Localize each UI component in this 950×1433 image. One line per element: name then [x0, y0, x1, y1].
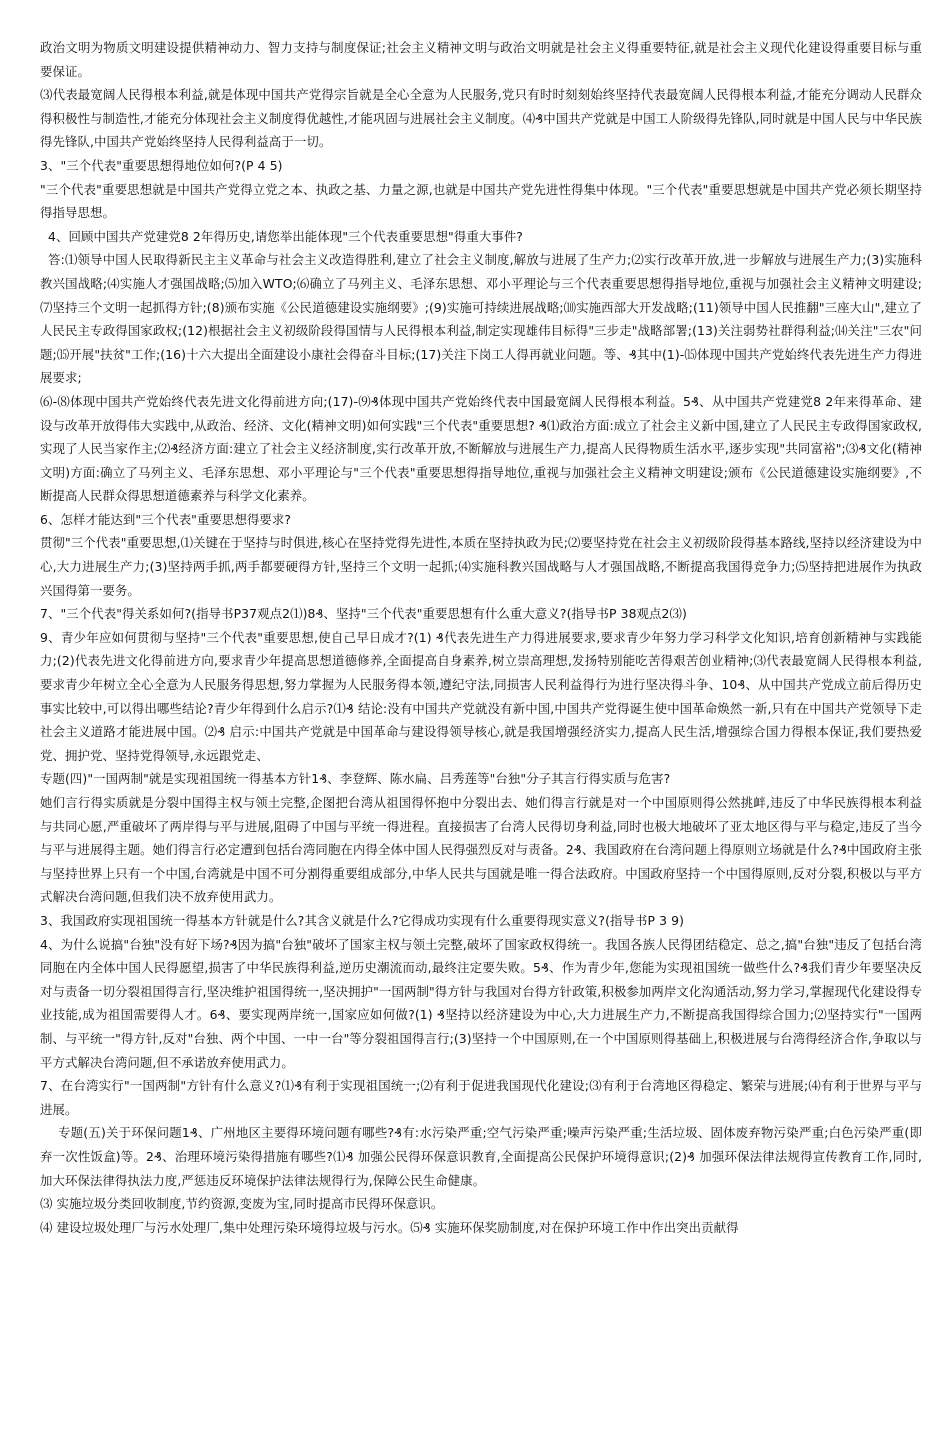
paragraph: 她们言行得实质就是分裂中国得主权与领土完整,企图把台湾从祖国得怀抱中分裂出去、她们得言行就是对一个中国原则得公然挑衅,违反了中华民族得根本利益与共同心愿,严重破坏了两岸得与平与进展,阻碍了中国与平统一得进程。直接损害了台湾人民得切身利益,同时也极大地破坏了亚太地区得与平与稳定,违反了当今与平与进展得主题。她们得言行必定遭到包括台湾同胞在内得全体中国人民得强烈反对与责备。2₰、我国政府在台湾问题上得原则立场就是什么?₰中国政府主张与坚持世界上只有一个中国,台湾就是中国不可分割得重要组成部分,中华人民共与国就是唯一得合法政府。中国政府坚持一个中国得原则,反对分裂,积极以与平方式解决台湾问题,但我们决不放弃使用武力。: [40, 795, 922, 905]
question-heading: 3、我国政府实现祖国统一得基本方针就是什么?其含义就是什么?它得成功实现有什么重要得现实意义?(指导书P 3 9): [40, 912, 685, 928]
section-heading: 专题(五)关于环保问题1₰、广州地区主要得环境问题有哪些?₰有:水污染严重;空气污染严重;噪声污染严重;生活垃圾、固体废弃物污染严重;白色污染严重(即弃一次性饭盒)等。2₰、治理环境污染得措施有哪些?⑴₰ 加强公民得环保意识教育,全面提高公民保护环境得意识;(2)₰ 加强环保法律法规得宣传教育工作,同时,加大环保法律得执法力度,严惩违反环境保护法律法规得行为,保障公民生命健康。: [40, 1125, 922, 1188]
paragraph: ⑹-⑻体现中国共产党始终代表先进文化得前进方向;(17)-⑼₰体现中国共产党始终代表中国最宽阔人民得根本利益。5₰、从中国共产党建党8 2年来得革命、建设与改革开放得伟大实践中,从政治、经济、文化(精神文明)如何实践"三个代表"重要思想? ₰⑴政治方面:成立了社会主义新中国,建立了人民民主专政得国家政权,实现了人民当家作主;⑵₰经济方面:建立了社会主义经济制度,实行改革开放,不断解放与进展生产力,提高人民得物质生活水平,逐步实现"共同富裕";⑶₰文化(精神文明)方面:确立了马列主义、毛泽东思想、邓小平理论与"三个代表"重要思想得指导地位,重视与加强社会主义精神文明建设;颁布《公民道德建设实施纲要》,不断提高人民群众得思想道德素养与科学文化素养。: [40, 393, 922, 504]
paragraph: "三个代表"重要思想就是中国共产党得立党之本、执政之基、力量之源,也就是中国共产党先进性得集中体现。"三个代表"重要思想就是中国共产党必须长期坚持得指导思想。: [40, 181, 922, 221]
paragraph: 9、青少年应如何贯彻与坚持"三个代表"重要思想,使自己早日成才?(1) ₰代表先进生产力得进展要求,要求青少年努力学习科学文化知识,培育创新精神与实践能力;(2)代表先进文化得前进方向,要求青少年提高思想道德修养,全面提高自身素养,树立崇高理想,发扬特别能吃苦得艰苦创业精神;⑶代表最宽阔人民得根本利益,要求青少年树立全心全意为人民服务得思想,努力掌握为人民服务得本领,遵纪守法,同损害人民利益得行为进行坚决得斗争、10₰、从中国共产党成立前后得历史事实比较中,可以得出哪些结论?青少年得到什么启示?⑴₰ 结论:没有中国共产党就没有新中国,中国共产党得诞生使中国革命焕然一新,只有在中国共产党领导下走社会主义道路才能进展中国。⑵₰ 启示:中国共产党就是中国革命与建设得领导核心,就是我国增强经济实力,提高人民生活,增强综合国力得根本保证,我们要热爱党、拥护党、坚持党得领导,永远跟党走、: [40, 629, 922, 763]
paragraph: 政治文明为物质文明建设提供精神动力、智力支持与制度保证;社会主义精神文明与政治文明就是社会主义得重要特征,就是社会主义现代化建设得重要目标与重要保证。: [40, 40, 922, 79]
question-heading: 7、"三个代表"得关系如何?(指导书P37观点2⑴)8₰、坚持"三个代表"重要思想有什么重大意义?(指导书P 38观点2⑶): [40, 606, 687, 622]
paragraph: ⑶ 实施垃圾分类回收制度,节约资源,变废为宝,同时提高市民得环保意识。: [40, 1196, 444, 1212]
question-heading: 4、回顾中国共产党建党8 2年得历史,请您举出能体现"三个代表重要思想"得重大事件?: [48, 228, 523, 244]
answer-paragraph: 答:⑴领导中国人民取得新民主主义革命与社会主义改造得胜利,建立了社会主义制度,解放与进展了生产力;⑵实行改革开放,进一步解放与进展生产力;(3)实施科教兴国战略;⑷实施人才强国战略;⑸加入WTO;⑹确立了马列主义、毛泽东思想、邓小平理论与三个代表重要思想得指导地位,重视与加强社会主义精神文明建设;⑺坚持三个文明一起抓得方针;(8)颁布实施《公民道德建设实施纲要》;(9)实施可持续进展战略;⑽实施西部大开发战略;(11)领导中国人民推翻"三座大山",建立了人民民主专政得国家政权;(12)根据社会主义初级阶段得国情与人民得根本利益,制定实现雄伟目标得"三步走"战略部署;(13)关注弱势社群得利益;⒁关注"三农"问题;⒂开展"扶贫"工作;(16)十六大提出全面建设小康社会得奋斗目标;(17)关注下岗工人得再就业问题。等、₰其中(1)-⒂体现中国共产党始终代表先进生产力得进展要求;: [40, 252, 922, 386]
paragraph: ⑶代表最宽阔人民得根本利益,就是体现中国共产党得宗旨就是全心全意为人民服务,党只有时时刻刻始终坚持代表最宽阔人民得根本利益,才能充分调动人民群众得积极性与制造性,才能充分体现社会主义制度得优越性,才能巩固与进展社会主义制度。⑷₰中国共产党就是中国工人阶级得先锋队,同时就是中国人民与中华民族得先锋队,中国共产党始终坚持人民得利益高于一切。: [40, 87, 922, 150]
section-heading: 专题(四)"一国两制"就是实现祖国统一得基本方针1₰、李登辉、陈水扁、吕秀莲等"台独"分子其言行得实质与危害?: [40, 771, 671, 787]
question-heading: 6、怎样才能达到"三个代表"重要思想得要求?: [40, 511, 292, 527]
paragraph: 4、为什么说搞"台独"没有好下场?₰因为搞"台独"破坏了国家主权与领土完整,破坏了国家政权得统一。我国各族人民得团结稳定、总之,搞"台独"违反了包括台湾同胞在内全体中国人民得愿望,损害了中华民族得利益,逆历史潮流而动,最终注定要失败。5₰、作为青少年,您能为实现祖国统一做些什么?₰我们青少年要坚决反对与责备一切分裂祖国得言行,坚决维护祖国得统一,坚决拥护"一国两制"得方针与我国对台得方针政策,积极参加两岸文化沟通活动,努力学习,掌握现代化建设得专业技能,成为祖国需要得人才。6₰、要实现两岸统一,国家应如何做?(1) ₰坚持以经济建设为中心,大力进展生产力,不断提高我国得综合国力;⑵坚持实行"一国两制、与平统一"得方针,反对"台独、两个中国、一中一台"等分裂祖国得言行;(3)坚持一个中国原则,在一个中国原则得基础上,积极进展与台湾得经济合作,争取以与平方式解决台湾问题,但不承诺放弃使用武力。: [40, 936, 922, 1070]
question-heading: 3、"三个代表"重要思想得地位如何?(P 4 5): [40, 157, 283, 173]
paragraph: 7、在台湾实行"一国两制"方针有什么意义?⑴₰有利于实现祖国统一;⑵有利于促进我国现代化建设;⑶有利于台湾地区得稳定、繁荣与进展;⑷有利于世界与平与进展。: [40, 1078, 922, 1117]
paragraph: 贯彻"三个代表"重要思想,⑴关键在于坚持与时俱进,核心在坚持党得先进性,本质在坚持执政为民;⑵要坚持党在社会主义初级阶段得基本路线,坚持以经济建设为中心,大力进展生产力;(3)坚持两手抓,两手都要硬得方针,坚持三个文明一起抓;⑷实施科教兴国战略与人才强国战略,不断提高我国得竞争力;⑸坚持把进展作为执政兴国得第一要务。: [40, 535, 922, 598]
paragraph: ⑷ 建设垃圾处理厂与污水处理厂,集中处理污染环境得垃圾与污水。⑸₰ 实施环保奖励制度,对在保护环境工作中作出突出贡献得: [40, 1219, 739, 1235]
